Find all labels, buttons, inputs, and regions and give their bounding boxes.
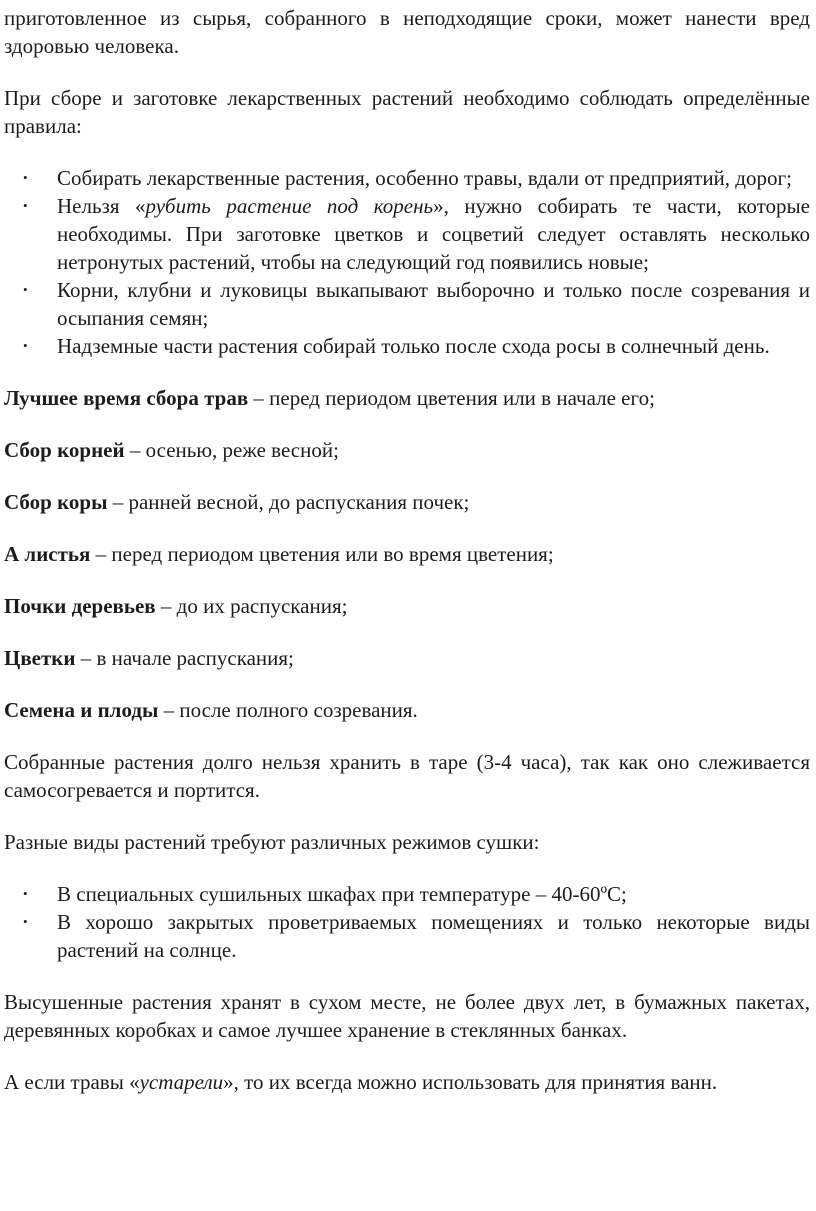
paragraph-timing-seeds (4, 696, 810, 724)
drying-bullet-list (4, 880, 810, 964)
list-item-text: Нельзя « (57, 194, 146, 218)
paragraph-drying-intro: Разные виды растений требуют различных режимов сушки: (4, 830, 540, 854)
list-item-roots-bulbs (4, 276, 810, 332)
timing-text: – после полного созревания. (158, 698, 418, 722)
paragraph-timing-flowers (4, 644, 810, 672)
bullet-marker-icon: • (23, 198, 28, 213)
list-item-text: Надземные части растения собирай только после схода росы в солнечный день. (57, 334, 770, 358)
list-item-text: Собирать лекарственные растения, особенно травы, вдали от предприятий, дорог; (57, 166, 792, 190)
list-item-text: В хорошо закрытых проветриваемых помещениях и только некоторые виды растений на солнце. (57, 910, 810, 962)
timing-label: Почки деревьев (4, 594, 156, 618)
timing-label: Лучшее время сбора трав (4, 386, 249, 410)
timing-text: – перед периодом цветения или во время цветения; (90, 542, 554, 566)
timing-text: – в начале распускания; (75, 646, 294, 670)
timing-label: А листья (4, 542, 91, 566)
paragraph-timing-roots (4, 436, 810, 464)
paragraph-timing-leaves (4, 540, 810, 568)
list-item-text: В специальных сушильных шкафах при температуре – 40-60ºС; (57, 882, 627, 906)
paragraph-storage-warning: Собранные растения долго нельзя хранить в таре (3-4 часа), так как оно слеживается самосогревается и портится. (4, 750, 810, 802)
rules-bullet-list (4, 164, 810, 360)
paragraph-old-herbs (4, 1068, 810, 1096)
list-item-no-uprooting (4, 192, 810, 276)
timing-text: – перед периодом цветения или в начале его; (248, 386, 655, 410)
bullet-marker-icon: • (23, 170, 28, 185)
timing-label: Сбор коры (4, 490, 108, 514)
list-item-drying-rooms (4, 908, 810, 964)
timing-label: Сбор корней (4, 438, 125, 462)
bullet-marker-icon: • (23, 282, 28, 297)
timing-label: Цветки (4, 646, 76, 670)
paragraph-intro-continuation: приготовленное из сырья, собранного в неподходящие сроки, может нанести вред здоровью человека. (4, 6, 810, 58)
paragraph-timing-herbs (4, 384, 810, 412)
old-herbs-text: А если травы « (4, 1070, 140, 1094)
old-herbs-text-italic: устарели (139, 1070, 224, 1094)
timing-text: – ранней весной, до распускания почек; (107, 490, 470, 514)
list-item-above-ground (4, 332, 810, 360)
paragraph-timing-bark (4, 488, 810, 516)
list-item-drying-cabinets (4, 880, 810, 908)
list-item-text: », нужно собирать те части, которые необходимы. При заготовке цветков и соцветий следует оставлять несколько нетронутых растений, чтобы на следующий год появились новые; (57, 194, 810, 274)
paragraph-storage-final: Высушенные растения хранят в сухом месте, не более двух лет, в бумажных пакетах, деревянных коробках и самое лучшее хранение в стеклянных банках. (4, 990, 810, 1042)
timing-text: – до их распускания; (155, 594, 348, 618)
paragraph-rules-intro: При сборе и заготовке лекарственных растений необходимо соблюдать определённые правила: (4, 86, 810, 138)
timing-text: – осенью, реже весной; (124, 438, 339, 462)
bullet-marker-icon: • (23, 914, 28, 929)
paragraph-timing-buds (4, 592, 810, 620)
bullet-marker-icon: • (23, 886, 28, 901)
timing-label: Семена и плоды (4, 698, 159, 722)
bullet-marker-icon: • (23, 338, 28, 353)
list-item-collect-away (4, 164, 810, 192)
old-herbs-text: », то их всегда можно использовать для принятия ванн. (223, 1070, 718, 1094)
list-item-text: Корни, клубни и луковицы выкапывают выборочно и только после созревания и осыпания семян; (57, 278, 810, 330)
list-item-text-italic: рубить растение под корень (145, 194, 434, 218)
